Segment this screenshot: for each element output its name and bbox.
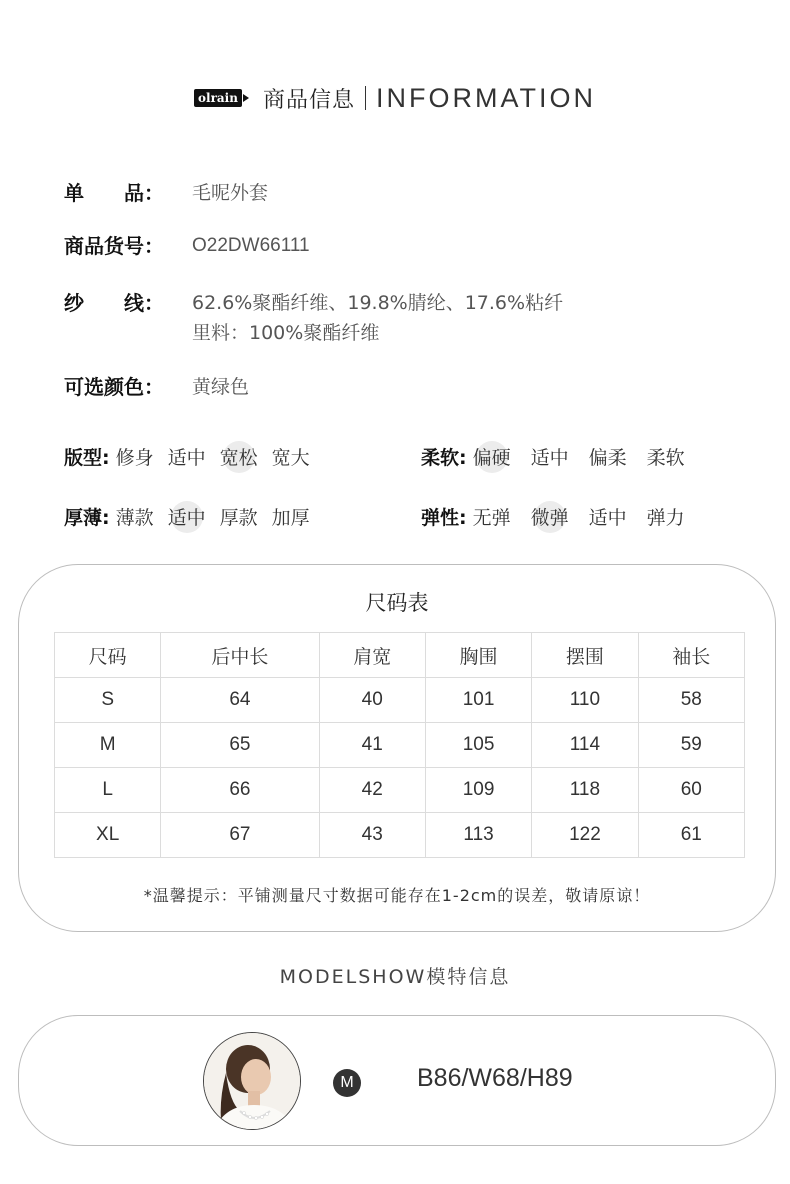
attr-thickness-option: 加厚	[271, 507, 310, 529]
attr-fit-option: 宽大	[271, 447, 310, 469]
size-table-header-cell: 后中长	[161, 633, 319, 678]
model-section-title: MODELSHOW模特信息	[279, 966, 511, 988]
model-portrait-icon	[204, 1033, 301, 1130]
table-cell: 40	[319, 678, 425, 723]
size-table-header-cell: 肩宽	[319, 633, 425, 678]
attr-softness	[421, 443, 705, 470]
table-cell: 60	[638, 768, 744, 813]
attr-softness-option: 偏柔	[588, 447, 627, 469]
table-cell: 64	[161, 678, 319, 723]
attr-fit-option: 宽松	[220, 443, 258, 470]
size-table-header-cell: 摆围	[532, 633, 638, 678]
attr-thickness-option: 薄款	[115, 507, 154, 529]
table-cell: 118	[532, 768, 638, 813]
play-triangle-icon	[243, 94, 249, 102]
attr-fit-option: 适中	[167, 447, 206, 469]
brand-logo-text: olrain	[194, 89, 242, 107]
attr-elasticity-option: 弹力	[646, 507, 685, 529]
attr-softness-option: 柔软	[646, 447, 685, 469]
table-cell: 113	[425, 813, 531, 858]
model-avatar	[203, 1032, 301, 1130]
attr-elasticity-label: 弹性:	[421, 507, 467, 529]
table-cell: 105	[425, 723, 531, 768]
info-row-yarn	[64, 288, 563, 348]
table-cell: L	[55, 768, 161, 813]
size-table-header-cell: 胸围	[425, 633, 531, 678]
info-row-color	[64, 372, 249, 402]
info-row-sku	[64, 231, 310, 261]
attr-elasticity-option: 微弹	[531, 503, 569, 530]
info-value-yarn-line1: 62.6%聚酯纤维、19.8%腈纶、17.6%粘纤	[192, 292, 564, 314]
table-cell: 58	[638, 678, 744, 723]
size-chart-title: 尺码表	[365, 591, 429, 615]
table-cell: 122	[532, 813, 638, 858]
section-title-cn: 商品信息	[262, 87, 355, 113]
size-chart-note: *温馨提示：平铺测量尺寸数据可能存在1-2cm的误差，敬请原谅！	[143, 886, 651, 905]
attr-elasticity-option: 无弹	[472, 507, 511, 529]
attr-softness-option: 偏硬	[473, 443, 511, 470]
attr-elasticity-option: 适中	[588, 507, 627, 529]
table-cell: 101	[425, 678, 531, 723]
table-cell: 66	[161, 768, 319, 813]
table-row	[55, 768, 745, 813]
table-row	[55, 723, 745, 768]
table-cell: 110	[532, 678, 638, 723]
model-measurements: B86/W68/H89	[417, 1064, 573, 1092]
table-cell: S	[55, 678, 161, 723]
attr-softness-label: 柔软:	[421, 447, 467, 469]
section-header	[0, 78, 790, 118]
table-cell: 109	[425, 768, 531, 813]
size-table	[54, 632, 745, 858]
size-chart-card	[18, 564, 776, 932]
attr-elasticity	[421, 503, 705, 530]
info-label-yarn-text: 纱 线：	[64, 291, 164, 315]
table-cell: 65	[161, 723, 319, 768]
info-label-yarn	[64, 288, 192, 348]
title-divider	[365, 86, 366, 110]
info-label-sku-text: 商品货号：	[64, 234, 164, 258]
info-label-item-text: 单 品：	[64, 181, 164, 205]
table-cell: 61	[638, 813, 744, 858]
info-row-item	[64, 178, 268, 208]
info-label-item	[64, 178, 192, 208]
table-row	[55, 813, 745, 858]
info-label-sku	[64, 231, 192, 261]
model-info-card	[18, 1015, 776, 1146]
attr-fit	[64, 443, 324, 470]
table-cell: M	[55, 723, 161, 768]
attr-thickness-option: 适中	[168, 503, 206, 530]
attr-fit-label: 版型:	[64, 447, 110, 469]
info-value-yarn-line2: 里料：100%聚酯纤维	[192, 322, 380, 344]
attr-thickness-option: 厚款	[219, 507, 258, 529]
model-size-badge: M	[333, 1069, 361, 1097]
table-row	[55, 678, 745, 723]
size-table-header-cell: 尺码	[55, 633, 161, 678]
section-title-en: INFORMATION	[375, 82, 596, 113]
info-value-sku: O22DW66111	[192, 235, 310, 256]
table-cell: 59	[638, 723, 744, 768]
attr-thickness	[64, 503, 324, 530]
info-value-yarn	[192, 288, 563, 348]
size-table-header-cell: 袖长	[638, 633, 744, 678]
table-cell: 41	[319, 723, 425, 768]
attr-fit-option: 修身	[115, 447, 154, 469]
attr-softness-option: 适中	[530, 447, 569, 469]
brand-logo	[194, 89, 249, 107]
info-value-color: 黄绿色	[192, 376, 250, 398]
info-value-item: 毛呢外套	[192, 182, 269, 204]
info-label-color	[64, 372, 192, 402]
table-cell: 67	[161, 813, 319, 858]
table-cell: 114	[532, 723, 638, 768]
info-label-color-text: 可选颜色：	[64, 375, 164, 399]
table-cell: 43	[319, 813, 425, 858]
table-cell: 42	[319, 768, 425, 813]
attr-thickness-label: 厚薄:	[64, 507, 110, 529]
table-cell: XL	[55, 813, 161, 858]
size-table-header-row	[55, 633, 745, 678]
